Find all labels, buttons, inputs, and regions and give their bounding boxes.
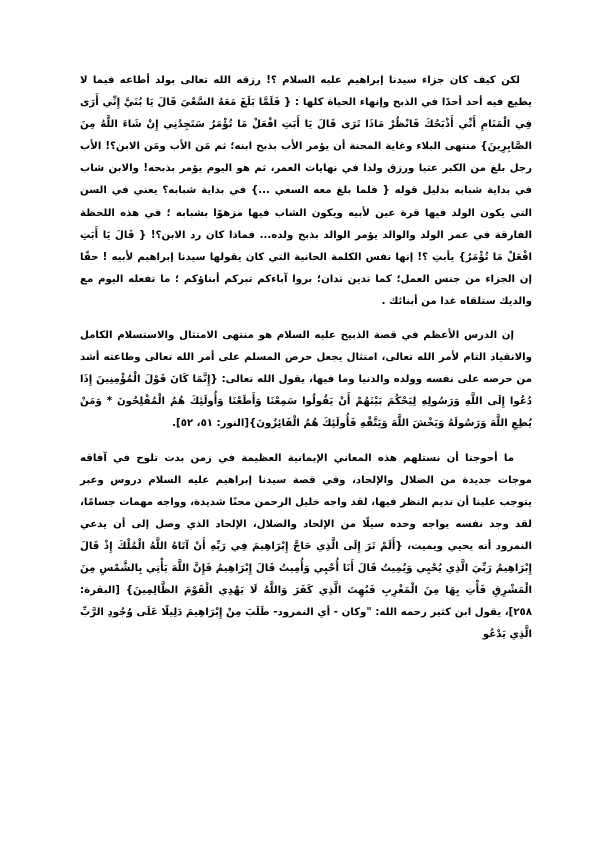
paragraph-obedience-lesson [80, 325, 532, 435]
paragraph-atheism-era [80, 448, 532, 647]
paragraph-text: ما أحوجنا أن نستلهم هذه المعاني الإيمانية العظيمة في زمن بدت تلوح في آفاقه موجات جديدة من الضلال والإلحاد، وفي قصة سيدنا إبراهيم عليه السلام دروس وعبر يتوجب علينا أن نديم النظر فيها، لقد واجه خليل الرحمن محنًا شديدة، وواجه مهمات جسامًا، لقد وجد نفسه يواجه وحده سيلًا من الإلحاد والضلال، الإلحاد الذي وصل إلى أن يدعي النمرود أنه يحيي ويميت، {أَلَمْ تَرَ إِلَى الَّذِي حَاجَّ إِبْرَاهِيمَ فِي رَبِّهِ أَنْ آتَاهُ اللَّهُ الْمُلْكَ إِذْ قَالَ إِبْرَاهِيمُ رَبِّيَ الَّذِي يُحْيِي وَيُمِيتُ قَالَ أَنَا أُحْيِي وَأُمِيتُ قَالَ إِبْرَاهِيمُ فَإِنَّ اللَّهَ يَأْتِي بِالشَّمْسِ مِنَ الْمَشْرِقِ فَأْتِ بِهَا مِنَ الْمَغْرِبِ فَبُهِتَ الَّذِي كَفَرَ وَاللَّهُ لَا يَهْدِي الْقَوْمَ الظَّالِمِينَ} [البقرة: ٢٥٨]، يقول ابن كثير رحمه الله: "وكان - أي النمرود- طَلَبَ مِنْ إِبْرَاهِيمَ دَلِيلًا عَلَى وُجُودِ الرَّبِّ الَّذِي يَدْعُو [80, 452, 532, 641]
paragraph-text: إن الدرس الأعظم في قصة الذبيح عليه السلام هو منتهى الامتثال والاستسلام الكامل والانقياد التام لأمر الله تعالى، امتثال يجعل حرص المسلم على أمر الله تعالى وطاعته أشد من حرصه على نفسه وولده والدنيا وما فيها، يقول الله تعالى: {إِنَّمَا كَانَ قَوْلَ الْمُؤْمِنِينَ إِذَا دُعُوا إِلَى اللَّهِ وَرَسُولِهِ لِيَحْكُمَ بَيْنَهُمْ أَنْ يَقُولُوا سَمِعْنَا وَأَطَعْنَا وَأُولَئِكَ هُمُ الْمُفْلِحُونَ * وَمَنْ يُطِعِ اللَّهَ وَرَسُولَهُ وَيَخْشَ اللَّهَ وَيَتَّقْهِ فَأُولَئِكَ هُمُ الْفَائِزُونَ}[النور: ٥١، ٥٢]. [80, 330, 532, 430]
paragraph-ibrahim-reward [80, 70, 532, 313]
document-page [80, 70, 532, 658]
paragraph-text: لكن كيف كان جزاء سيدنا إبراهيم عليه السلام ؟! رزقه الله تعالى بولد أطاعه فيما لا يطيع فيه أحد أحدًا في الذبح وإنهاء الحياة كلها : { فَلَمَّا بَلَغَ مَعَهُ السَّعْيَ قَالَ يَا بُنَيَّ إِنِّي أَرَى فِي الْمَنَامِ أَنِّي أَذْبَحُكَ فَانْظُرْ مَاذَا تَرَى قَالَ يَا أَبَتِ افْعَلْ مَا تُؤْمَرُ سَتَجِدُنِي إِنْ شَاءَ اللَّهُ مِنَ الصَّابِرِينَ} منتهى البلاء وغاية المحنة أن يؤمر الأب بذبح ابنه؛ ثم مَن الأب ومَن الابن؟! الأب رجل بلغ من الكبر عتيا ورزق ولدا في نهايات العمر، ثم هو اليوم يؤمر بذبحه! والابن شاب في بداية شبابه بدليل قوله { فلما بلغ معه السعي ...} في بداية شبابه؟ يعني في السن التي يكون الولد فيها قرة عين لأبيه ويكون الشاب فيها مزهوًا بشبابه ؛ في هذه اللحظة الفارقة في عمر الولد والوالد يؤمر الوالد بذبح ولده... فماذا كان رد الابن؟! { قَالَ يَا أَبَتِ افْعَلْ مَا تُؤْمَرُ} يأبتِ ؟! إنها نفس الكلمة الحانية التي كان يقولها سيدنا إبراهيم لأبيه ! حقًا إن الجزاء من جنس العمل؛ كما تدين تدان؛ بروا آباءكم تبركم أبناؤكم ؛ ما تفعله اليوم مع والديك ستلقاه غدا من أبنائك . [80, 75, 532, 307]
